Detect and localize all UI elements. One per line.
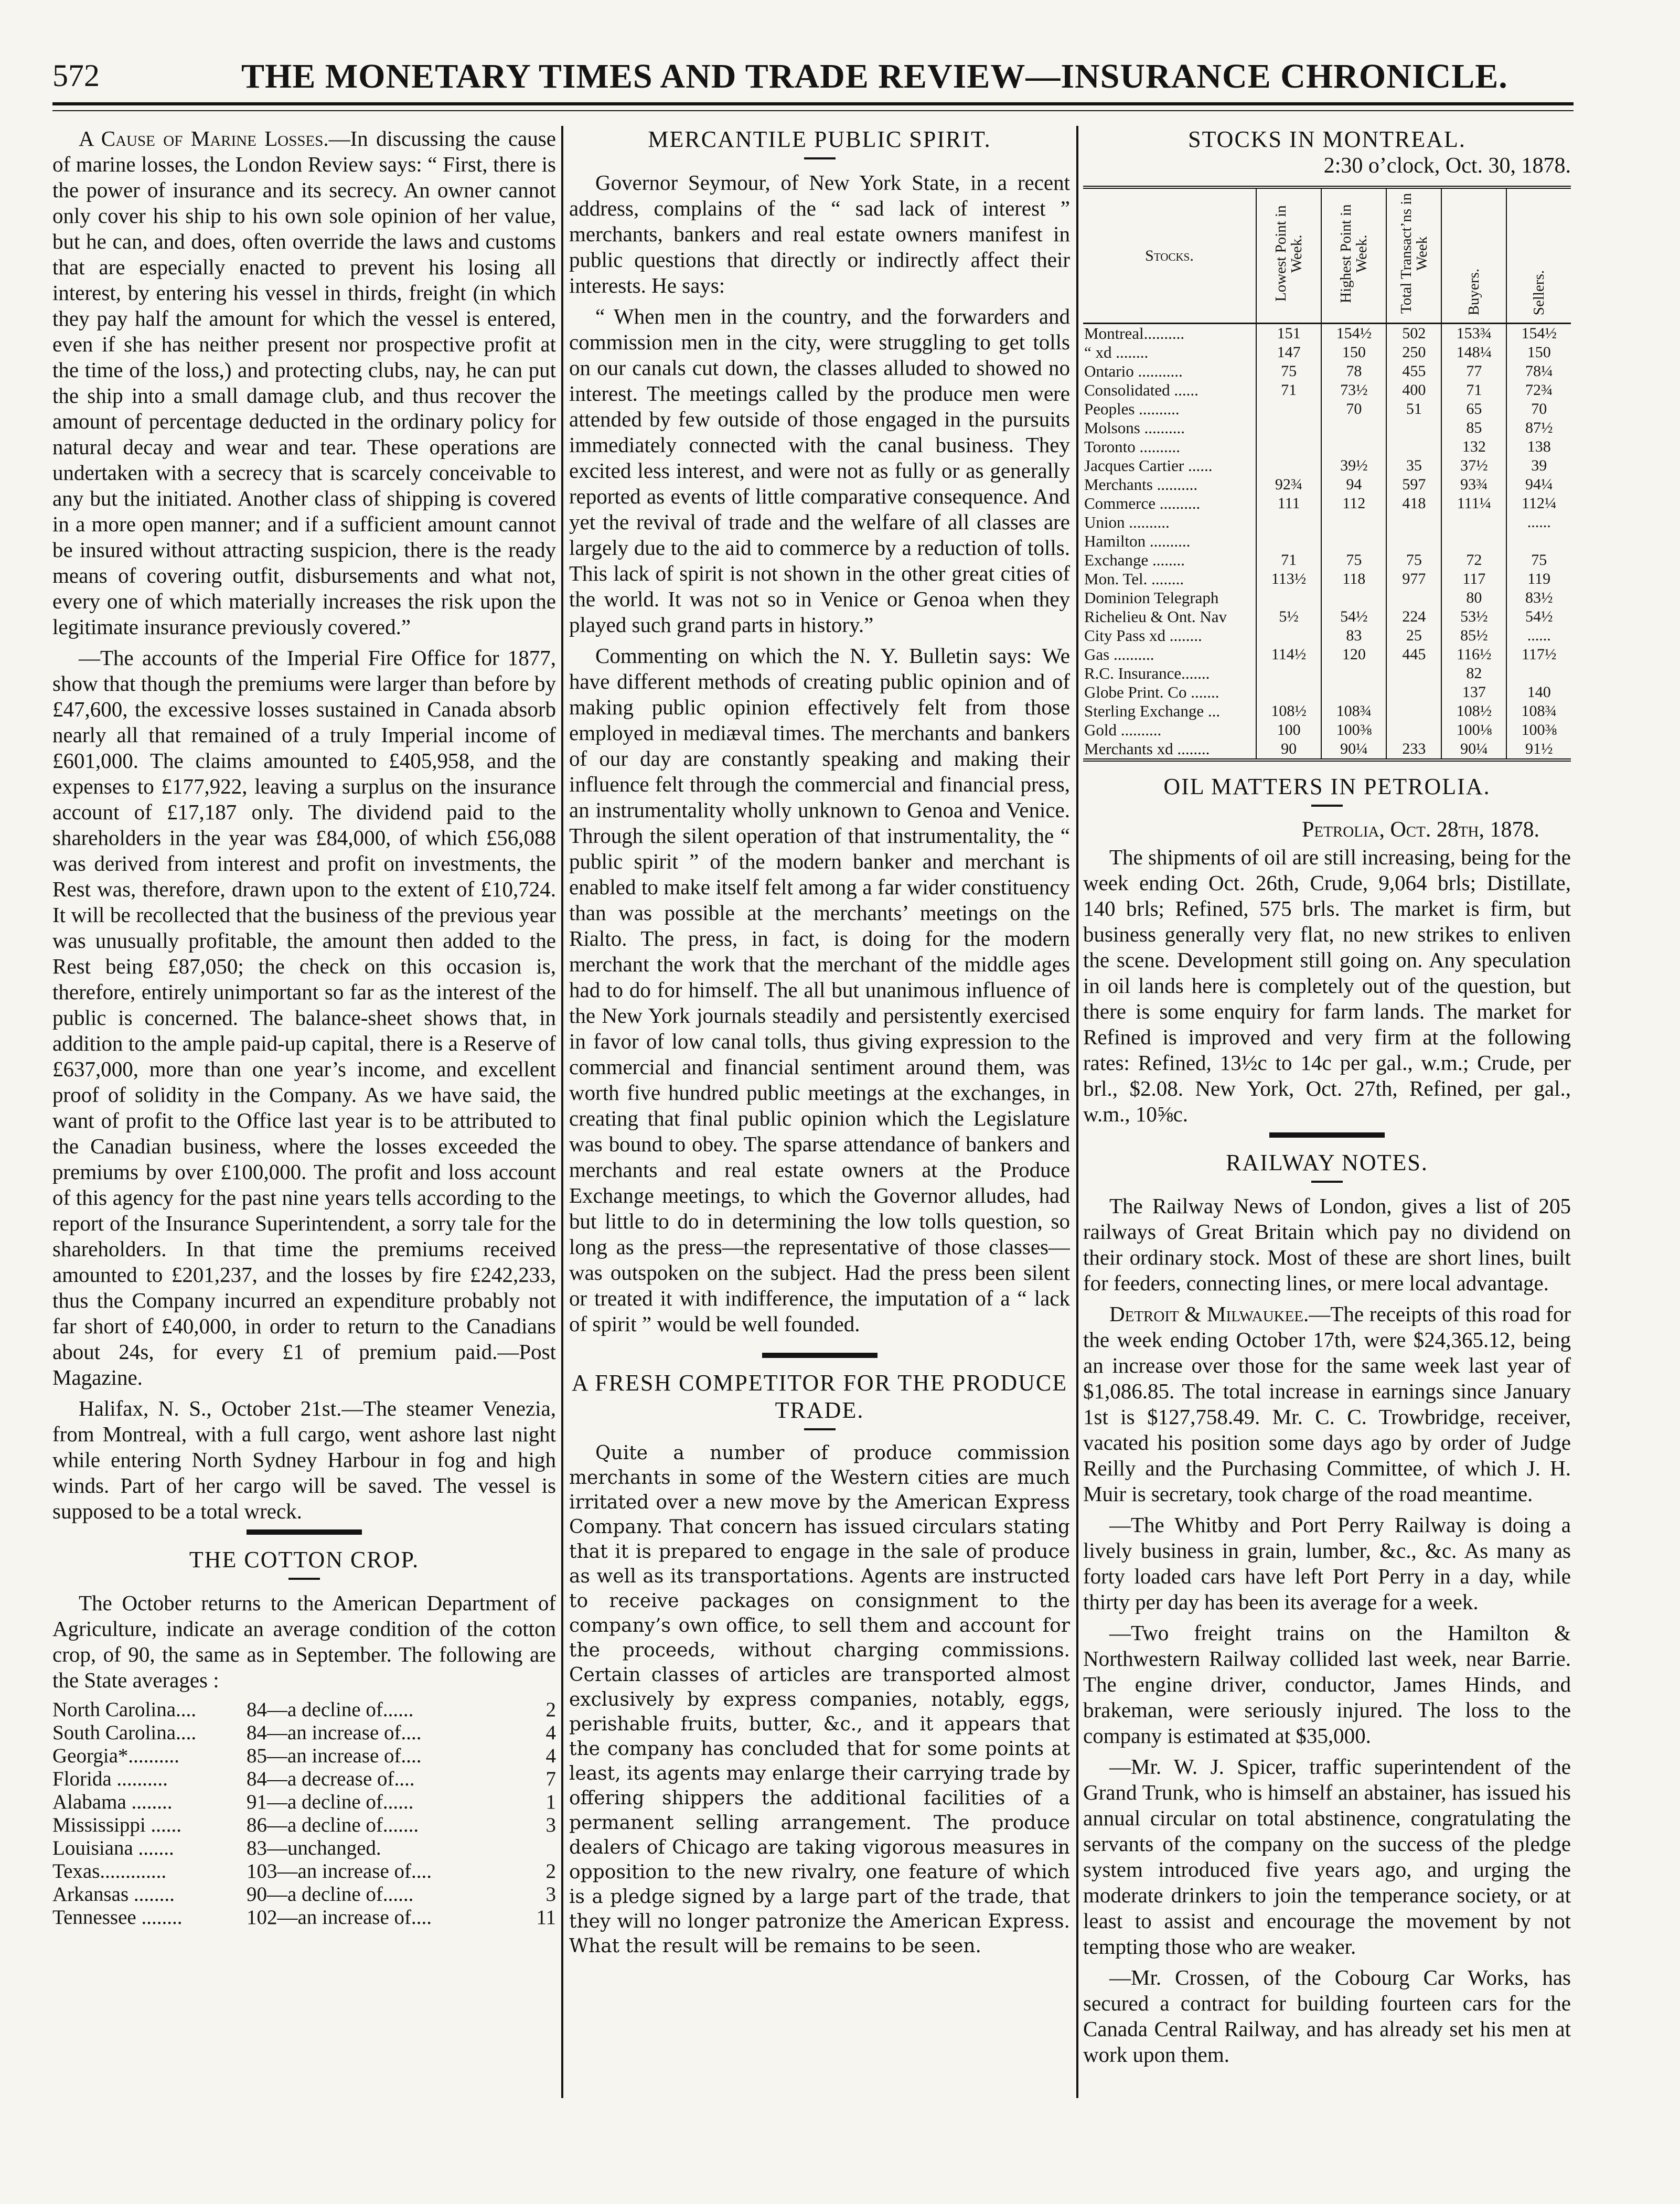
stock-value xyxy=(1321,664,1386,683)
stock-value: 83½ xyxy=(1506,589,1571,607)
stock-value: 108½ xyxy=(1256,702,1321,721)
stock-name: Jacques Cartier ...... xyxy=(1084,456,1213,475)
cotton-amount: 7 xyxy=(545,1768,556,1790)
stock-value: 75 xyxy=(1321,551,1386,570)
stock-value: 113½ xyxy=(1256,570,1321,589)
stock-value: 233 xyxy=(1386,740,1441,760)
stock-value: 117 xyxy=(1441,570,1506,589)
stock-value: 35 xyxy=(1386,456,1441,475)
stocks-row xyxy=(1083,419,1571,437)
fresh-competitor-article: Quite a number of produce commission merchants in some of the Western cities are much irritated over a new move by the American Express Company. That concern has issued circulars stating that it is prepared to engage in the sale of produce as well as its transportations. Agents are instructed to receive packages on consignment to the company’s own office, to sell them and account for the proceeds, without charging commissions. Certain classes of articles are transported almost exclusively by express companies, notably, eggs, perishable fruits, butter, &c., and it appears that the company has concluded that for some points at least, its agents may enlarge their carrying trade by offering shippers the additional facilities of a permanent selling arrangement. The produce dealers of Chicago are taking vigorous measures in opposition to the new rivalry, one feature of which is a pledge signed by a large part of the trade, that they will no longer patronize the American Express. What the result will be remains to be seen. xyxy=(569,1442,1070,1957)
stock-value: 147 xyxy=(1256,343,1321,362)
stock-value: 137 xyxy=(1441,683,1506,702)
stock-value: 82 xyxy=(1441,664,1506,683)
stock-name: Molsons .......... xyxy=(1084,419,1185,437)
stocks-row xyxy=(1083,702,1571,721)
column-divider-right xyxy=(1076,126,1078,2098)
section-rule xyxy=(1269,1132,1385,1138)
stock-value: 75 xyxy=(1256,362,1321,381)
stock-value: 138 xyxy=(1506,437,1571,456)
stocks-table xyxy=(1083,186,1571,762)
stocks-header-label: Sellers. xyxy=(1531,270,1548,315)
stock-name: Merchants xd ........ xyxy=(1084,740,1210,758)
stocks-row xyxy=(1083,626,1571,645)
cotton-row xyxy=(52,1745,556,1768)
stock-value xyxy=(1386,664,1441,683)
stock-value: 445 xyxy=(1386,645,1441,664)
stock-value: 150 xyxy=(1321,343,1386,362)
stocks-row xyxy=(1083,721,1571,740)
stock-name: Mon. Tel. ........ xyxy=(1084,570,1184,588)
stock-name: Richelieu & Ont. Nav xyxy=(1084,607,1227,626)
cotton-state: Louisiana ....... xyxy=(52,1837,174,1859)
column-right xyxy=(1083,126,1571,2109)
cotton-change: 84—a decline of...... xyxy=(247,1698,414,1721)
stock-value: 72¾ xyxy=(1506,381,1571,400)
cotton-amount: 2 xyxy=(545,1698,556,1721)
stock-value: 39 xyxy=(1506,456,1571,475)
stocks-column-header xyxy=(1321,187,1386,324)
stock-value: 90 xyxy=(1256,740,1321,760)
stock-value xyxy=(1256,626,1321,645)
stock-name: Gold .......... xyxy=(1084,721,1162,739)
stock-value xyxy=(1441,532,1506,551)
railway-notes-heading: RAILWAY NOTES. xyxy=(1226,1150,1428,1175)
heading-rule xyxy=(288,1578,320,1580)
whitby-port-perry-note: —The Whitby and Port Perry Railway is doing a lively business in grain, lumber, &c., &c. As many as forty loaded cars have left Port Perry in a day, while thirty per day has been its average for a week. xyxy=(1083,1513,1571,1614)
stock-value: 73½ xyxy=(1321,381,1386,400)
stocks-row xyxy=(1083,589,1571,607)
stock-value: 100⅜ xyxy=(1506,721,1571,740)
stock-value: 114½ xyxy=(1256,645,1321,664)
stock-value xyxy=(1256,456,1321,475)
heading-rule xyxy=(804,157,836,159)
stock-value xyxy=(1321,419,1386,437)
cobourg-car-works-note: —Mr. Crossen, of the Cobourg Car Works, has secured a contract for building fourteen cars for the Canada Central Railway, and has already set his men at work upon them. xyxy=(1083,1965,1571,2067)
stock-name: Montreal.......... xyxy=(1084,324,1185,343)
heading-rule xyxy=(804,1428,836,1430)
cotton-change: 91—a decline of...... xyxy=(247,1791,414,1813)
stocks-date: 2:30 o’clock, Oct. 30, 1878. xyxy=(1323,154,1571,178)
stock-value: 70 xyxy=(1506,400,1571,419)
stock-value xyxy=(1256,683,1321,702)
cotton-state: Georgia*.......... xyxy=(52,1745,179,1767)
marine-losses-text: —In discussing the cause of marine losses, the London Review says: “ First, there is the power of insurance and its secrecy. An owner cannot only cover his ship to his own sole opinion of her value, but he can, and does, often override the laws and customs that are especially enacted to prevent his losing all interest, by entering his vessel in thirds, freight (in which they pay half the amount for which the vessel is entered, even if she has neither present nor prospective profit at the time of the loss,) and protecting clubs, nay, he can put the ship into a small damage club, and thus recover the amount of percentage deducted in the ordinary policy for natural decay and wear and tear. These operations are undertaken with a secrecy that is scarcely conceivable to any but the initiated. Another class of shipping is covered in a more open manner; and if a sufficient amount cannot be insured without attracting suspicion, there is the ready means of covering outfit, disbursements and what not, every one of which materially increases the risk upon the legitimate insurance previously covered.” xyxy=(52,126,556,639)
stock-value: ...... xyxy=(1506,513,1571,532)
cotton-row xyxy=(52,1768,556,1791)
stocks-header-label: Stocks. xyxy=(1145,247,1194,264)
mercantile-spirit-quote: “ When men in the country, and the forwarders and commission men in the city, were struggling to get tolls on our canals cut down, the classes alluded to showed no interest. The meetings called by the produce men were attended by few outside of those engaged in the pursuits immediately connected with the canal business. They excited less interest, and were not as fully or as generally reported as events of little comparative consequence. And yet the revival of trade and the welfare of all classes are largely due to the aid to commerce by a reduction of tolls. This lack of spirit is not shown in the other great cities of the world. It was not so in Venice or Genoa when they played such grand parts in history.” xyxy=(569,304,1070,637)
stock-value: 108½ xyxy=(1441,702,1506,721)
cotton-change: 90—a decline of...... xyxy=(247,1883,414,1906)
stocks-header-label: Total Transact’ns in Week xyxy=(1397,193,1430,314)
stock-value: 25 xyxy=(1386,626,1441,645)
stock-name: Gas .......... xyxy=(1084,645,1154,664)
stock-value xyxy=(1321,683,1386,702)
stock-value: 455 xyxy=(1386,362,1441,381)
stock-value: 502 xyxy=(1386,324,1441,344)
railway-news-note: The Railway News of London, gives a list of 205 railways of Great Britain which pay no dividend on their ordinary stock. Most of these are short lines, built for feeders, connecting lines, or mere local advantage. xyxy=(1083,1194,1571,1295)
cotton-change: 83—unchanged. xyxy=(247,1837,381,1859)
stock-value: 78¼ xyxy=(1506,362,1571,381)
stocks-row xyxy=(1083,683,1571,702)
cotton-change: 85—an increase of.... xyxy=(247,1745,422,1767)
stock-value xyxy=(1321,437,1386,456)
stock-value: 154½ xyxy=(1321,324,1386,344)
oil-matters-article: The shipments of oil are still increasing, being for the week ending Oct. 26th, Crude, 9,064 brls; Distillate, 140 brls; Refined, 575 brls. The market is firm, but business generally very flat, no new strikes to enliven the scene. Development still going on. Any speculation in oil lands here is completely out of the question, but there is some enquiry for farm lands. The market for Refined is improved and very firm at the following rates: Refined, 13½c to 14c per gal., w.m.; Crude, per brl., $2.08. New York, Oct. 27th, Refined, per gal., w.m., 10⅝c. xyxy=(1083,845,1571,1126)
stock-value xyxy=(1321,513,1386,532)
stock-value: 597 xyxy=(1386,475,1441,494)
stock-value xyxy=(1321,532,1386,551)
stocks-row xyxy=(1083,343,1571,362)
stock-value xyxy=(1386,683,1441,702)
header-rule xyxy=(52,102,1574,105)
stocks-row xyxy=(1083,551,1571,570)
stock-value: 91½ xyxy=(1506,740,1571,760)
stocks-header-label: Highest Point in Week. xyxy=(1337,204,1371,303)
cotton-row xyxy=(52,1837,556,1860)
stock-value: 117½ xyxy=(1506,645,1571,664)
stock-value: 140 xyxy=(1506,683,1571,702)
stocks-row xyxy=(1083,362,1571,381)
stock-value: 153¾ xyxy=(1441,324,1506,344)
stock-value xyxy=(1321,589,1386,607)
cotton-row xyxy=(52,1860,556,1883)
hamilton-collision-note: —Two freight trains on the Hamilton & Northwestern Railway collided last week, near Barrie. The engine driver, conductor, James Hinds, and brakeman, were seriously injured. The loss to the company is estimated at $35,000. xyxy=(1083,1621,1571,1748)
oil-matters-heading: OIL MATTERS IN PETROLIA. xyxy=(1163,774,1491,799)
stock-name: Toronto .......... xyxy=(1084,437,1180,456)
stock-value: 54½ xyxy=(1506,607,1571,626)
stock-name: Exchange ........ xyxy=(1084,551,1185,569)
fresh-competitor-heading: A FRESH COMPETITOR FOR THE PRODUCE TRADE. xyxy=(571,1370,1068,1423)
stock-value: 151 xyxy=(1256,324,1321,344)
stock-value: 37½ xyxy=(1441,456,1506,475)
cotton-amount: 4 xyxy=(545,1745,556,1767)
stock-value xyxy=(1256,437,1321,456)
mercantile-spirit-p1: Governor Seymour, of New York State, in a recent address, complains of the “ sad lack of interest ” merchants, bankers and real estate owners manifest in public questions that directly or indirectly affect their interests. He says: xyxy=(569,170,1070,297)
page-header xyxy=(52,52,1574,100)
stock-value: 92¾ xyxy=(1256,475,1321,494)
stock-name: City Pass xd ........ xyxy=(1084,626,1202,645)
stock-value: 418 xyxy=(1386,494,1441,513)
stock-value: 100 xyxy=(1256,721,1321,740)
stock-name: Union .......... xyxy=(1084,513,1170,531)
stocks-column-header xyxy=(1256,187,1321,324)
stock-value xyxy=(1386,589,1441,607)
stock-value: 977 xyxy=(1386,570,1441,589)
stocks-row xyxy=(1083,381,1571,400)
stock-value: 150 xyxy=(1506,343,1571,362)
stock-value: 400 xyxy=(1386,381,1441,400)
stocks-row xyxy=(1083,664,1571,683)
stocks-row xyxy=(1083,475,1571,494)
stock-name: Ontario ........... xyxy=(1084,362,1183,380)
header-rule-thin xyxy=(52,110,1574,111)
stock-value xyxy=(1256,400,1321,419)
stock-value: 54½ xyxy=(1321,607,1386,626)
cotton-amount: 1 xyxy=(545,1791,556,1813)
stock-value: 39½ xyxy=(1321,456,1386,475)
heading-rule xyxy=(1311,1181,1343,1183)
stocks-header-label: Lowest Point in Week. xyxy=(1272,205,1306,302)
stock-value: 94 xyxy=(1321,475,1386,494)
cotton-crop-intro: The October returns to the American Department of Agriculture, indicate an average condition of the cotton crop, of 90, the same as in September. The following are the State averages : xyxy=(52,1591,556,1692)
stock-value: 78 xyxy=(1321,362,1386,381)
stock-value: 65 xyxy=(1441,400,1506,419)
stock-value: 224 xyxy=(1386,607,1441,626)
cotton-state: Tennessee ........ xyxy=(52,1906,183,1929)
stock-value: 119 xyxy=(1506,570,1571,589)
cotton-amount: 4 xyxy=(545,1721,556,1744)
cotton-amount: 11 xyxy=(536,1906,556,1929)
stock-value xyxy=(1386,702,1441,721)
cotton-state: Alabama ........ xyxy=(52,1791,173,1813)
stock-value xyxy=(1386,513,1441,532)
cotton-change: 84—an increase of.... xyxy=(247,1721,422,1744)
column-left xyxy=(52,126,556,2109)
stock-value: 5½ xyxy=(1256,607,1321,626)
stock-value: 71 xyxy=(1256,381,1321,400)
stock-name: Commerce .......... xyxy=(1084,494,1201,512)
stocks-row xyxy=(1083,513,1571,532)
stocks-row xyxy=(1083,607,1571,626)
cotton-state: South Carolina.... xyxy=(52,1721,197,1744)
stock-name: Consolidated ...... xyxy=(1084,381,1199,399)
stocks-row xyxy=(1083,740,1571,760)
stock-value: 94¼ xyxy=(1506,475,1571,494)
cotton-state-averages xyxy=(52,1698,556,1929)
spicer-temperance-note: —Mr. W. J. Spicer, traffic superintendent of the Grand Trunk, who is himself an abstainer, has issued his annual circular on total abstinence, congratulating the servants of the company on the success of the pledge system introduced five years ago, and urging the moderate drinkers to join the temperance society, or at least to assist and encourage the movement by not tempting those who are weaker. xyxy=(1083,1754,1571,1959)
stock-value: 71 xyxy=(1441,381,1506,400)
stock-value xyxy=(1386,419,1441,437)
cotton-row xyxy=(52,1883,556,1906)
halifax-wreck-article: Halifax, N. S., October 21st.—The steamer Venezia, from Montreal, with a full cargo, went ashore last night while entering North Sydney Harbour in fog and high winds. Part of her cargo will be saved. The vessel is supposed to be a total wreck. xyxy=(52,1396,556,1523)
cotton-row xyxy=(52,1906,556,1929)
stock-value: 112¼ xyxy=(1506,494,1571,513)
stock-value xyxy=(1386,532,1441,551)
stock-value xyxy=(1386,721,1441,740)
oil-dateline: Petrolia, Oct. 28th, 1878. xyxy=(1302,818,1539,842)
stock-value: 85½ xyxy=(1441,626,1506,645)
stock-name: R.C. Insurance....... xyxy=(1084,664,1210,682)
cotton-amount: 3 xyxy=(545,1814,556,1836)
stock-value xyxy=(1256,589,1321,607)
cotton-state: Mississippi ...... xyxy=(52,1814,181,1836)
cotton-change: 103—an increase of.... xyxy=(247,1860,432,1882)
newspaper-title: THE MONETARY TIMES AND TRADE REVIEW—INSURANCE CHRONICLE. xyxy=(241,57,1508,95)
stocks-row xyxy=(1083,400,1571,419)
stock-value xyxy=(1441,513,1506,532)
section-rule xyxy=(762,1353,878,1358)
cotton-change: 84—a decrease of.... xyxy=(247,1768,415,1790)
stock-value: 120 xyxy=(1321,645,1386,664)
cotton-row xyxy=(52,1814,556,1837)
stock-name: Merchants .......... xyxy=(1084,475,1198,494)
stocks-row xyxy=(1083,570,1571,589)
imperial-fire-office-article: —The accounts of the Imperial Fire Office for 1877, show that though the premiums were larger than before by £47,600, the excessive losses sustained in Canada absorb nearly all that remained of a truly Imperial income of £601,000. The claims amounted to £405,958, and the expenses to £177,922, leaving a surplus on the insurance account of £17,187 only. The dividend paid to the shareholders in the year was £84,000, of which £56,088 was derived from interest and profit on investments, the Rest was, therefore, drawn upon to the extent of £10,724. It will be recollected that the business of the previous year was unusually profitable, the amount then added to the Rest being £87,050; the check on this occasion is, therefore, entirely unimportant so far as the interest of the public is concerned. The balance-sheet shows that, in addition to the ample paid-up capital, there is a Reserve of £637,000, more than one year’s income, and excellent proof of solidity in the Company. As we have said, the want of profit to the Office last year is to be attributed to the Canadian business, where the losses exceeded the premiums by over £100,000. The profit and loss account of this agency for the past nine years tells according to the report of the Insurance Superintendent, a sorry tale for the shareholders. In that time the premiums received amounted to £201,237, and the losses by fire £242,233, thus the Company incurred an expenditure probably not far short of £40,000, in order to return to the Canadians about 24s, for every £1 of premium paid.—Post Magazine. xyxy=(52,646,556,1389)
stock-value: 75 xyxy=(1386,551,1441,570)
stock-value: 100⅜ xyxy=(1321,721,1386,740)
stock-value: 85 xyxy=(1441,419,1506,437)
cotton-amount: 2 xyxy=(545,1860,556,1882)
cotton-state: Texas............. xyxy=(52,1860,167,1882)
stocks-header-label: Buyers. xyxy=(1465,268,1483,315)
column-middle xyxy=(569,126,1070,2109)
stock-value: 83 xyxy=(1321,626,1386,645)
stock-name: Hamilton .......... xyxy=(1084,532,1191,550)
stock-value: 53½ xyxy=(1441,607,1506,626)
stock-value xyxy=(1256,513,1321,532)
cotton-row xyxy=(52,1698,556,1721)
stock-name: “ xd ........ xyxy=(1084,343,1149,361)
stock-value: 118 xyxy=(1321,570,1386,589)
stock-value: 90¼ xyxy=(1321,740,1386,760)
stock-value: 72 xyxy=(1441,551,1506,570)
stocks-column-header xyxy=(1506,187,1571,324)
stock-value: 93¾ xyxy=(1441,475,1506,494)
detroit-milwaukee-lead: Detroit & Milwaukee. xyxy=(1109,1302,1309,1326)
stocks-row xyxy=(1083,494,1571,513)
cotton-amount: 3 xyxy=(545,1883,556,1906)
stock-name: Peoples .......... xyxy=(1084,400,1180,418)
stocks-row xyxy=(1083,437,1571,456)
stock-value: 116½ xyxy=(1441,645,1506,664)
cotton-change: 86—a decline of....... xyxy=(247,1814,419,1836)
column-divider-left xyxy=(561,126,563,2098)
cotton-amount xyxy=(535,1837,556,1860)
stocks-column-header xyxy=(1441,187,1506,324)
stock-value: 108¾ xyxy=(1506,702,1571,721)
cotton-row xyxy=(52,1721,556,1745)
stock-value: 111¼ xyxy=(1441,494,1506,513)
stocks-row xyxy=(1083,532,1571,551)
detroit-milwaukee-text: —The receipts of this road for the week ending October 17th, were $24,365.12, being an increase over those for the same week last year of $1,086.85. The total increase in earnings since January 1st is $127,758.49. Mr. C. C. Trowbridge, receiver, vacated his position some days ago by order of Judge Reilly and the Purchasing Committee, of which J. H. Muir is secretary, took charge of the road meantime. xyxy=(1083,1302,1571,1506)
stock-value xyxy=(1256,532,1321,551)
stock-value: 77 xyxy=(1441,362,1506,381)
stock-value: 70 xyxy=(1321,400,1386,419)
stocks-column-header xyxy=(1386,187,1441,324)
marine-losses-lead: A Cause of Marine Losses. xyxy=(79,126,329,151)
stock-value: 71 xyxy=(1256,551,1321,570)
stocks-row xyxy=(1083,456,1571,475)
stocks-column-header xyxy=(1083,187,1256,324)
cotton-change: 102—an increase of.... xyxy=(247,1906,432,1929)
stock-value: 132 xyxy=(1441,437,1506,456)
cotton-state: North Carolina.... xyxy=(52,1698,197,1721)
heading-rule xyxy=(1311,805,1343,807)
stock-value: 111 xyxy=(1256,494,1321,513)
mercantile-spirit-commentary: Commenting on which the N. Y. Bulletin says: We have different methods of creating public opinion and of making public opinion effectively felt from those employed in mediæval times. The merchants and bankers of our day are constantly speaking and making their influence felt through the commercial and financial press, an instrumentality wholly unknown to Genoa and Venice. Through the silent operation of that instrumentality, the “ public spirit ” of the modern banker and merchant is enabled to make itself felt among a far wider constituency than was possible at the merchants’ meetings on the Rialto. The press, in fact, is doing for the modern merchant the work that the merchant of the middle ages had to do for himself. The all but unanimous influence of the New York journals steadily and persistently exercised in favor of low canal tolls, thus giving expression to the commercial and financial sentiment around them, was worth five hundred public meetings at the exchanges, in creating that final public opinion which the Legislature was bound to obey. The sparse attendance of bankers and merchants and real estate owners at the Produce Exchange meetings, to which the Governor alludes, had but little to do in determining the low tolls question, so long as the press—the representative of those classes—was outspoken on the subject. Had the press been silent or treated it with indifference, the imputation of a “ lack of spirit ” would be well founded. xyxy=(569,644,1070,1336)
stock-value xyxy=(1256,419,1321,437)
stock-value xyxy=(1386,437,1441,456)
stock-value xyxy=(1256,664,1321,683)
page-number: 572 xyxy=(52,58,100,93)
section-rule xyxy=(247,1529,362,1535)
stock-value: 75 xyxy=(1506,551,1571,570)
stock-value: 108¾ xyxy=(1321,702,1386,721)
marine-losses-article xyxy=(52,126,556,640)
stock-value: ...... xyxy=(1506,626,1571,645)
stocks-row xyxy=(1083,324,1571,344)
stock-value: 148¼ xyxy=(1441,343,1506,362)
stocks-heading: STOCKS IN MONTREAL. xyxy=(1188,126,1466,152)
stock-value: 100⅛ xyxy=(1441,721,1506,740)
stock-name: Sterling Exchange ... xyxy=(1084,702,1221,720)
cotton-state: Arkansas ........ xyxy=(52,1883,175,1906)
stock-value: 90¼ xyxy=(1441,740,1506,760)
cotton-state: Florida .......... xyxy=(52,1768,168,1790)
stock-name: Globe Print. Co ....... xyxy=(1084,683,1219,701)
stock-value xyxy=(1506,664,1571,683)
stock-name: Dominion Telegraph xyxy=(1084,589,1219,607)
stock-value xyxy=(1506,532,1571,551)
stock-value: 87½ xyxy=(1506,419,1571,437)
stocks-row xyxy=(1083,645,1571,664)
stock-value: 80 xyxy=(1441,589,1506,607)
cotton-crop-heading: THE COTTON CROP. xyxy=(189,1547,420,1572)
cotton-row xyxy=(52,1791,556,1814)
stock-value: 250 xyxy=(1386,343,1441,362)
stock-value: 154½ xyxy=(1506,324,1571,344)
detroit-milwaukee-note xyxy=(1083,1301,1571,1507)
stock-value: 51 xyxy=(1386,400,1441,419)
stock-value: 112 xyxy=(1321,494,1386,513)
mercantile-spirit-heading: MERCANTILE PUBLIC SPIRIT. xyxy=(648,126,991,152)
